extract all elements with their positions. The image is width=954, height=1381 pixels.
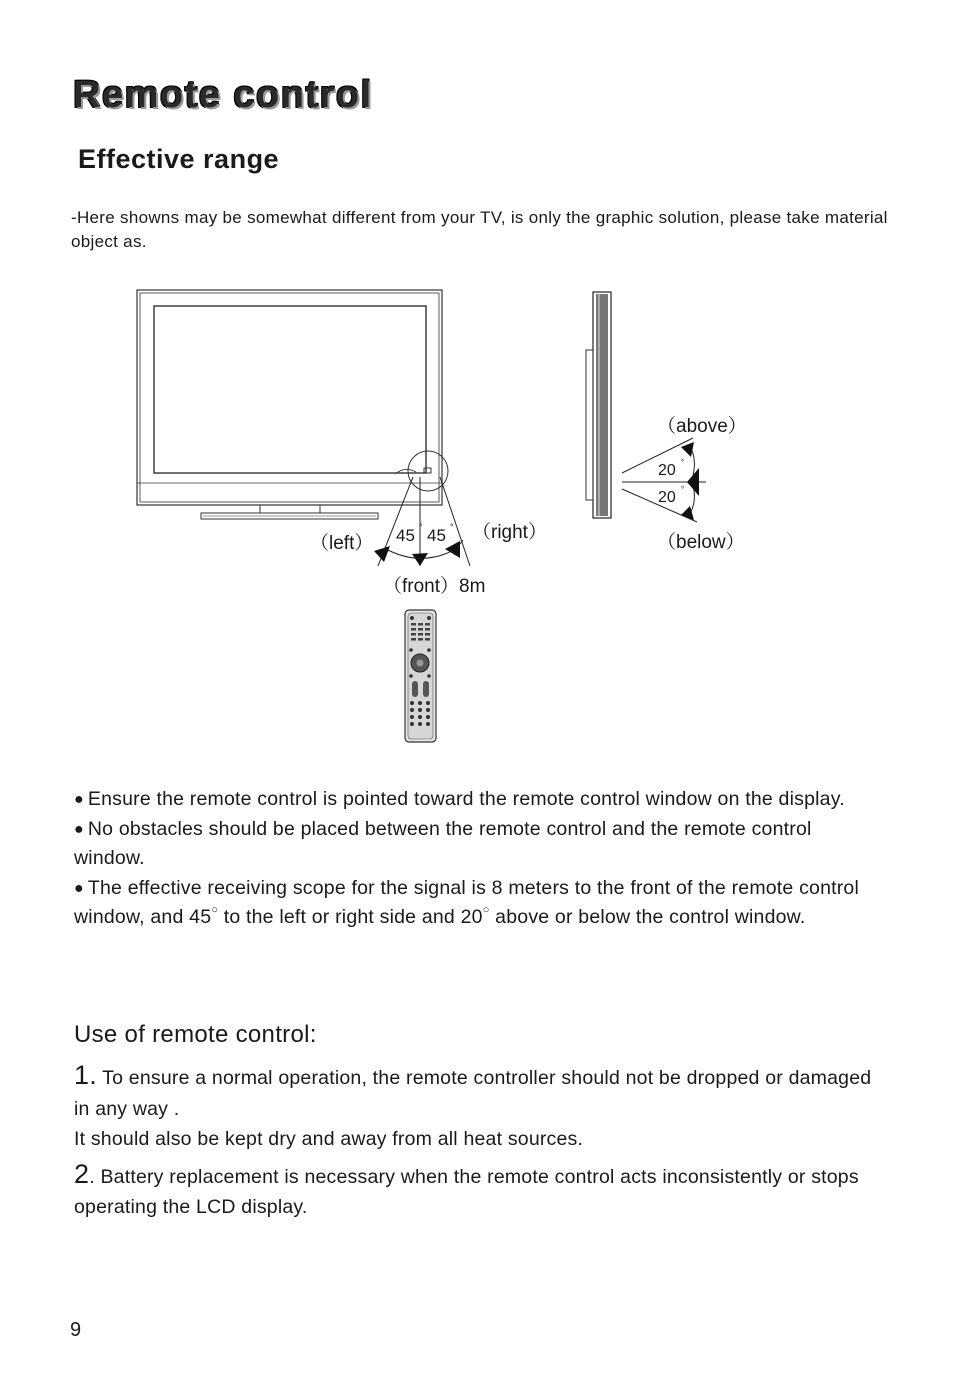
label-front: （front）8m bbox=[383, 576, 486, 597]
bullet-icon: ● bbox=[74, 879, 84, 897]
step-2 bbox=[74, 1159, 874, 1223]
arrow-middle-down bbox=[687, 482, 699, 496]
effective-range-diagram bbox=[0, 270, 954, 750]
step-number: 2 bbox=[74, 1158, 90, 1189]
label-right: （right） bbox=[472, 522, 547, 543]
bullet-text: to the left or right side and 20 bbox=[218, 906, 483, 928]
bullet-item bbox=[74, 785, 874, 815]
use-heading: Use of remote control: bbox=[74, 1021, 317, 1048]
intro-paragraph: -Here showns may be somewhat different from your TV, is only the graphic solution, please take material object as. bbox=[71, 208, 888, 251]
degree-mark: ○ bbox=[211, 904, 219, 916]
bullet-icon: ● bbox=[74, 791, 84, 808]
arrow-above bbox=[681, 442, 694, 457]
degree-mark: ° bbox=[450, 522, 454, 532]
bullet-text: No obstacles should be placed between the remote control and the remote control window. bbox=[74, 817, 812, 869]
step-1 bbox=[74, 1060, 874, 1124]
degree-mark: ° bbox=[681, 485, 685, 494]
tv-side-illustration bbox=[586, 292, 611, 518]
page-title: Remote control bbox=[73, 74, 373, 116]
bullet-list bbox=[74, 785, 874, 933]
bullet-text: Ensure the remote control is pointed toward the remote control window on the display. bbox=[87, 788, 845, 810]
arrow-middle-up bbox=[687, 468, 699, 482]
label-angle-right: 45 bbox=[427, 526, 446, 545]
degree-mark: ○ bbox=[482, 904, 490, 916]
label-angle-above: 20 bbox=[658, 462, 676, 479]
step-text: . Battery replacement is necessary when the remote control acts inconsistently or stops operating the LCD display. bbox=[74, 1165, 859, 1218]
label-angle-left: 45 bbox=[396, 526, 415, 545]
label-left: （left） bbox=[310, 533, 374, 554]
arrow-left bbox=[374, 546, 390, 562]
bullet-text: above or below the control window. bbox=[489, 906, 806, 928]
label-below: （below） bbox=[657, 532, 745, 553]
bullet-item bbox=[74, 874, 874, 933]
arrow-front bbox=[412, 553, 428, 566]
degree-mark: ° bbox=[419, 522, 423, 532]
tv-front-illustration bbox=[137, 290, 448, 519]
bullet-item bbox=[74, 815, 874, 874]
step-number: 1. bbox=[74, 1060, 97, 1090]
step-text: To ensure a normal operation, the remote controller should not be dropped or damaged in any way . bbox=[74, 1067, 872, 1120]
label-angle-below: 20 bbox=[658, 489, 676, 506]
degree-mark: ° bbox=[681, 458, 685, 467]
remote-control-illustration bbox=[405, 610, 436, 742]
bullet-icon: ● bbox=[74, 820, 84, 838]
bullet-text: The effective receiving scope for the signal is 8 meters to the front of the remote control window, and 45 bbox=[74, 876, 860, 928]
use-instructions bbox=[74, 1060, 874, 1223]
step-1-extra-text: It should also be kept dry and away from all heat sources. bbox=[74, 1128, 584, 1150]
arrow-right bbox=[445, 541, 460, 558]
label-above: （above） bbox=[657, 416, 747, 437]
section-title: Effective range bbox=[78, 144, 280, 174]
page-number: 9 bbox=[70, 1319, 82, 1341]
